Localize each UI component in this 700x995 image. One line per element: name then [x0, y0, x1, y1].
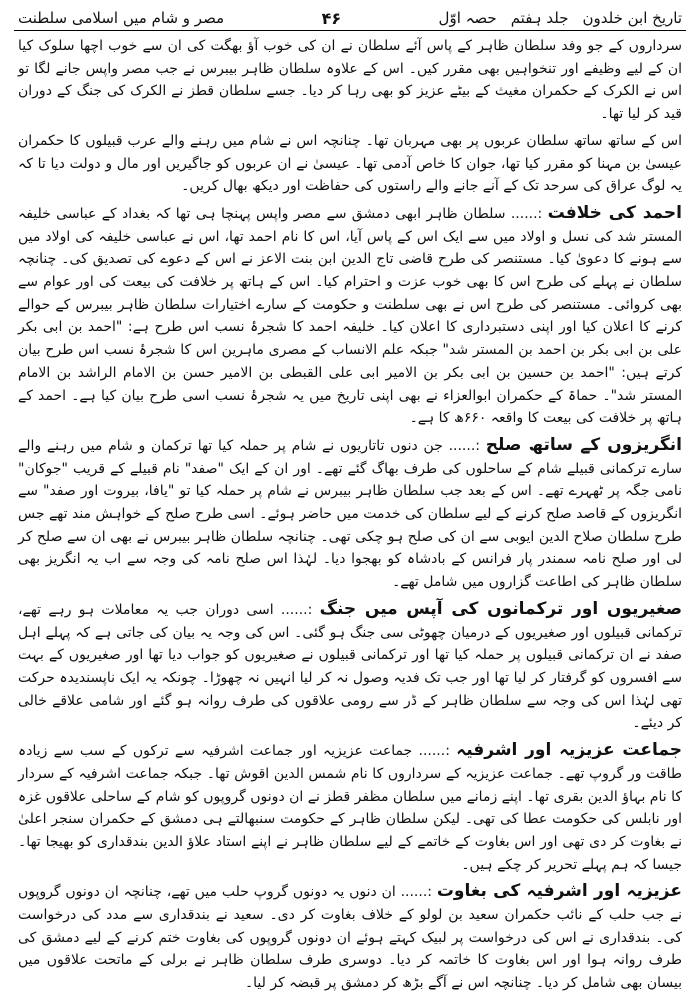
part-label: حصہ اوّل [438, 9, 497, 27]
volume-label: جلد ہفتم [510, 9, 569, 27]
section-heading-english-peace: انگریزوں کے ساتھ صلح [485, 434, 682, 455]
section-heading-ahmad-khilafat: احمد کی خلافت [547, 202, 682, 223]
section-heading-safad-turkmen-war: صغیریوں اور ترکمانوں کی آپس میں جنگ [319, 598, 682, 619]
book-title: تاریخ ابن خلدون [582, 9, 682, 27]
section-title: مصر و شام میں اسلامی سلطنت [18, 9, 225, 27]
paragraph-3 [18, 202, 682, 430]
paragraph-6 [18, 739, 682, 876]
running-header [14, 6, 686, 31]
paragraph-5 [18, 598, 682, 735]
header-book-info [439, 9, 682, 27]
paragraph-text: :...... جماعت عزیزیہ اور جماعت اشرفیہ سے ترکوں کے سب سے زیادہ طاقت ور گروپ تھے۔ جماعت عزیزیہ کے سرداروں کا نام شمس الدین اقوش تھا۔ جبکہ جماعت اشرفیہ کے سردار کا نام بہاؤ الدین بقری تھا۔ اپنے زمانے میں سلطان مظفر قطز نے ان دونوں گروپوں کو شام کے ساحلی علاقوں غزہ اور نابلس کی حکومت عطا کی تھی۔ لیکن سلطان ظاہر کے حکومت سنبھالتے ہی دمشق کے حکمران سنجر اعلیٰ نے بغاوت کر دی تھی اور اس بغاوت کے خاتمے کے لیے سلطان ظاہر نے اپنے استاد علاؤ الدین بندقداری کو بھیجا تھا۔ جیسا کہ ہم پہلے تحریر کر چکے ہیں۔ [18, 743, 682, 873]
paragraph-7 [18, 880, 682, 995]
paragraph-2 [18, 130, 682, 198]
paragraph-4 [18, 434, 682, 594]
paragraph-text: :...... اسی دوران جب یہ معاملات ہو رہے تھے، ترکمانی قبیلوں اور صغیریوں کے درمیان چھوٹی سی جنگ ہو گئی۔ اس کی وجہ یہ بیان کی جاتی ہے کہ پہلے اہل صفد نے ان ترکمانی قبیلوں پر حملہ کیا تھا اور ترکمانی قبیلوں نے صغیریوں کو جواب دیا تھا اور صغیریوں کے بہت سے افسروں کو گرفتار کر لیا تھا اور جب تک فدیہ وصول نہ کر لیا انہیں نہ چھوڑا۔ چونکہ یہ ایک ناپسندیدہ حرکت تھی لہٰذا اس کی وجہ سے سلطان ظاہر کے ڈر سے رومی علاقوں کی طرف روانہ ہو گئے اور شامی علاقے خالی کر دیئے۔ [18, 601, 682, 732]
paragraph-1 [18, 35, 682, 126]
paragraph-text: :...... سلطان ظاہر ابھی دمشق سے مصر واپس پہنچا ہی تھا کہ بغداد کے عباسی خلیفہ المستر شد کی نسل و اولاد میں سے ایک اس کے پاس آیا، اس کا نام احمد تھا، اس نے عباسی خلیفہ کی اولاد میں سے ہونے کا دعویٰ کیا۔ مستنصر کی طرح قاضی تاج الدین ابن بنت الاعز نے اس کے دعوے کی تصدیق کی۔ چنانچہ سلطان نے پہلے کی طرح اس کا بھی خوب عزت و احترام کیا۔ اس کے ہاتھ پر خلافت کی بیعت کی اور عوام سے بھی کروائی۔ مستنصر کی طرح اس نے بھی سلطنت و حکومت کے سارے اختیارات سلطان ظاہر بیبرس کے حوالے کرنے کا اعلان کیا اور اپنی دستبرداری کا اعلان کیا۔ خلیفہ احمد کا شجرۂ نسب اس طرح ہے: "احمد بن ابی بکر علی بن ابی بکر بن احمد بن المستر شد" جبکہ علم الانساب کے مصری ماہرین اس کا شجرۂ نسب اس طرح بیان کرتے ہیں: "احمد بن حسین بن ابی بکر بن الامیر ابی علی القبطی بن الامیر حسن بن الامام الراشد بن الامام المستر شد"۔ حماۃ کے حکمران ابوالعزاء نے بھی اپنی تاریخ میں یہ شجرۂ نسب اسی طرح بیان کیا ہے۔ احمد کے ہاتھ پر خلافت کی بیعت کا واقعہ ۶۶۰ھ کا ہے۔ [18, 205, 682, 427]
paragraph-text: :...... ان دنوں یہ دونوں گروپ حلب میں تھے، چنانچہ ان دونوں گروپوں نے جب حلب کے نائب حکمران سعید بن لولو کے خلاف بغاوت کر دی۔ سعید نے بندقداری سے مدد کی درخواست کی۔ بندقداری نے اس کی درخواست پر لبیک کہتے ہوئے ان دونوں گروپوں کی بغاوت ختم کرنے کے لیے دمشق کی طرف روانہ ہوا اور اس بغاوت کا خاتمہ کر دیا۔ دوسری طرف سلطان ظاہر نے برلی کے ماتحت علاقوں میں بیسان بھی شامل کر دیا۔ چنانچہ اس نے آگے بڑھ کر دمشق پر قبضہ کر لیا۔ [18, 884, 682, 992]
paragraph-text: :...... جن دنوں تاتاریوں نے شام پر حملہ کیا تھا ترکمان و شام میں رہنے والے سارے ترکمانی قبیلے شام کے ساحلوں کی طرف بھاگ گئے تھے۔ اور ان کے ایک "صفد" نام قبیلے کے قریب "جوکان" نامی جگہ پر ٹھہرے تھے۔ اس کے بعد جب سلطان ظاہر بیبرس نے شام پر حملہ کیا تو "یافا، بیروت اور صفد" سے انگریزوں کے قاصد صلح کرنے کے لیے سلطان کی خدمت میں حاضر ہوئے۔ اسی طرح صلح کے خواہش مند تھے جس طرح سلطان صلاح الدین ایوبی سے ان کی صلح ہو چکی تھی۔ چنانچہ سلطان ظاہر بیبرس نے بھی ان سے صلح کر لی اور صلح نامہ سمندر پار فرانس کے بادشاہ کو بھجوا دیا۔ لہٰذا اس صلح نامہ کی وجہ سے اب یہ انگریز بھی سلطان ظاہر کی اطاعت گزاروں میں شامل تھے۔ [18, 437, 682, 591]
paragraph-text: سرداروں کے جو وفد سلطان ظاہر کے پاس آئے سلطان نے ان کی خوب آؤ بھگت کی ان سے خوب اچھا سلوک کیا ان کے لیے وظیفے اور تنخواہیں بھی مقرر کیں۔ اس کے علاوہ سلطان ظاہر بیبرس نے جب مصر واپس جانے لگا تو اس نے الکرک کے حکمران مغیث کے بیٹے عزیز کو بھی رہا کر دیا۔ جسے سلطان قطز نے الکرک کی جنگ کے دوران قید کر لیا تھا۔ [18, 38, 682, 123]
paragraph-text: اس کے ساتھ ساتھ سلطان عربوں پر بھی مہربان تھا۔ چنانچہ اس نے شام میں رہنے والے عرب قبیلوں کا حکمران عیسیٰ بن مہنا کو مقرر کیا تھا، جوان کا خاص آدمی تھا۔ عیسیٰ نے ان عربوں کو جاگیریں اور مال و دولت دیا تا کہ یہ لوگ عراق کی سرحد تک کے آنے جانے والے راستوں کی حفاظت اور دیکھ بھال کریں۔ [18, 132, 682, 195]
section-heading-aziziya-ashrafiya: جماعت عزیزیہ اور اشرفیہ [456, 740, 682, 761]
page-content [18, 35, 682, 995]
section-heading-rebellion: عزیزیہ اور اشرفیہ کی بغاوت [436, 881, 682, 902]
page-number: ۴۶ [321, 8, 342, 28]
